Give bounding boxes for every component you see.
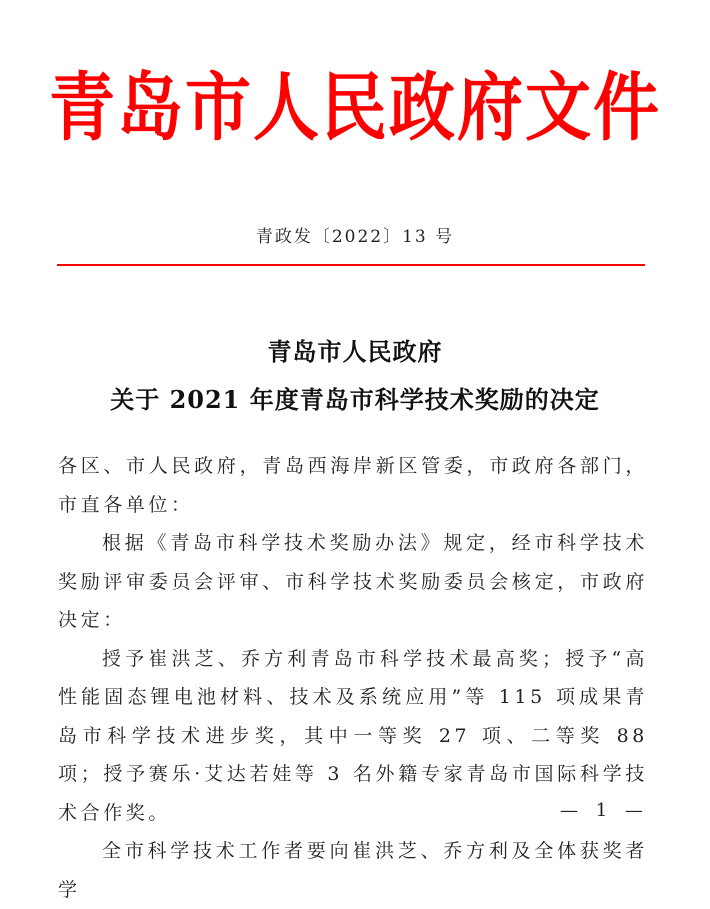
document-masthead: 青岛市人民政府文件 xyxy=(49,63,661,151)
document-title-subject: 关于 2021 年度青岛市科学技术奖励的决定 xyxy=(110,385,600,414)
document-title-issuer: 青岛市人民政府 xyxy=(267,337,443,366)
document-number: 青政发〔2022〕13 号 xyxy=(255,227,455,247)
page-number: — 1 — xyxy=(560,800,649,821)
body-paragraph: 授予崔洪芝、乔方利青岛市科学技术最高奖；授予“高性能固态锂电池材料、技术及系统应用”等 115 项成果青岛市科学技术进步奖，其中一等奖 27 项、二等奖 88 项；授予赛乐·艾达若娃等 3 名外籍专家青岛市国际科学技术合作奖。 xyxy=(58,647,648,824)
body-paragraph: 全市科学技术工作者要向崔洪芝、乔方利及全体获奖者学 xyxy=(58,840,648,901)
body-paragraph: 根据《青岛市科学技术奖励办法》规定，经市科学技术奖励评审委员会评审、市科学技术奖励委员会核定，市政府决定： xyxy=(58,532,648,631)
addressee-paragraph: 各区、市人民政府，青岛西海岸新区管委，市政府各部门，市直各单位： xyxy=(58,455,648,516)
document-body xyxy=(58,447,648,909)
red-divider-line xyxy=(57,264,645,266)
